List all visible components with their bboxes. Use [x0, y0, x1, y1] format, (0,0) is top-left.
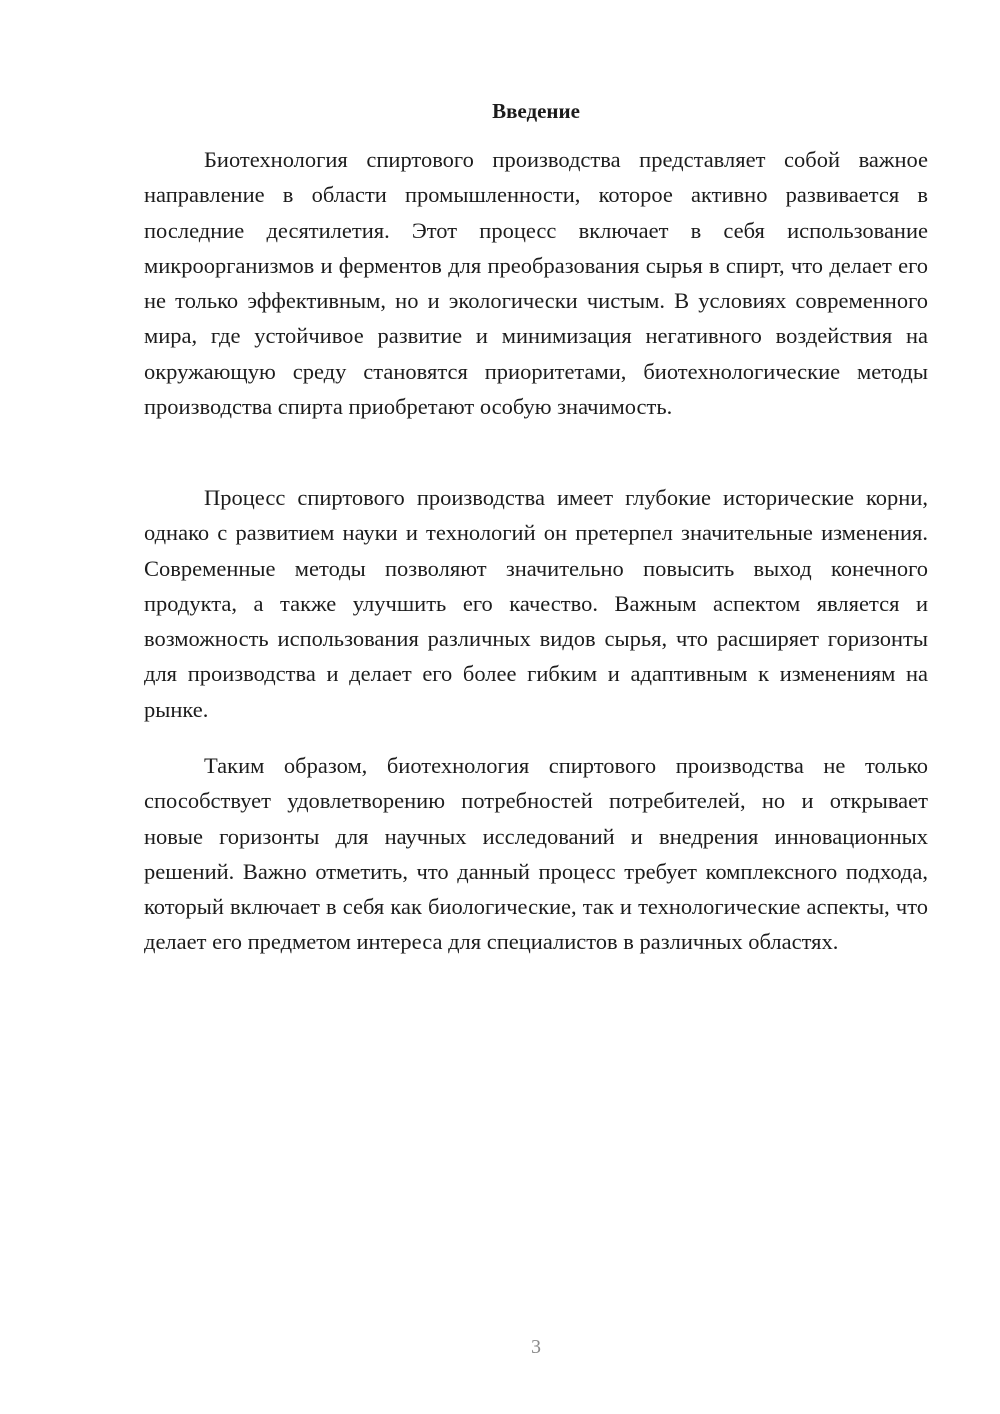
- page-number: 3: [531, 1336, 541, 1358]
- paragraph-3: Таким образом, биотехнология спиртового производства не только способствует удовлетворению потребностей потребителей, но и открывает новые горизонты для научных исследований и внедрения инновационных решений. Важно отметить, что данный процесс требует комплексного подхода, который включает в себя как биологические, так и технологические аспекты, что делает его предметом интереса для специалистов в различных областях.: [144, 753, 928, 955]
- paragraph-2: Процесс спиртового производства имеет глубокие исторические корни, однако с развитием науки и технологий он претерпел значительные изменения. Современные методы позволяют значительно повысить выход конечного продукта, а также улучшить его качество. Важным аспектом является и возможность использования различных видов сырья, что расширяет горизонты для производства и делает его более гибким и адаптивным к изменениям на рынке.: [144, 485, 928, 722]
- section-heading: Введение: [492, 99, 580, 123]
- paragraph-1: Биотехнология спиртового производства представляет собой важное направление в области промышленности, которое активно развивается в последние десятилетия. Этот процесс включает в себя использование микроорганизмов и ферментов для преобразования сырья в спирт, что делает его не только эффективным, но и экологически чистым. В условиях современного мира, где устойчивое развитие и минимизация негативного воздействия на окружающую среду становятся приоритетами, биотехнологические методы производства спирта приобретают особую значимость.: [144, 147, 928, 420]
